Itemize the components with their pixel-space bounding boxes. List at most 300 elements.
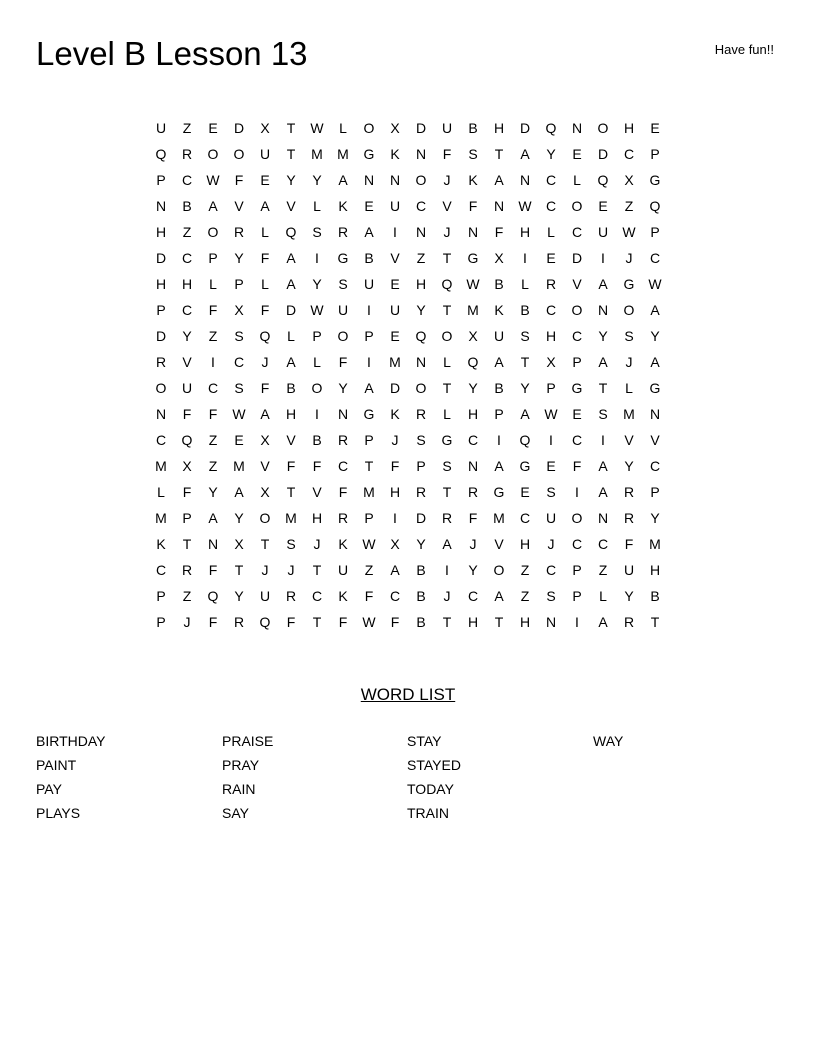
word-list-item: PAY (36, 781, 62, 797)
grid-letter: N (519, 172, 531, 188)
grid-letter: P (546, 380, 556, 396)
grid-letter: R (337, 224, 349, 240)
grid-letter: H (155, 276, 167, 292)
grid-letter: E (650, 120, 660, 136)
grid-letter: H (493, 120, 505, 136)
grid-letter: B (286, 380, 296, 396)
grid-letter: F (468, 198, 478, 214)
grid-letter: Y (286, 172, 296, 188)
grid-row (148, 141, 668, 167)
grid-letter: G (441, 432, 453, 448)
grid-letter: T (442, 250, 452, 266)
grid-letter: C (467, 432, 479, 448)
grid-letter: I (445, 562, 449, 578)
grid-letter: O (597, 120, 609, 136)
grid-letter: K (390, 146, 400, 162)
grid-row (148, 271, 668, 297)
grid-letter: E (598, 198, 608, 214)
grid-letter: L (521, 276, 529, 292)
grid-letter: Y (598, 328, 608, 344)
grid-letter: N (467, 458, 479, 474)
grid-letter: Z (364, 562, 374, 578)
grid-letter: I (575, 614, 579, 630)
grid-letter: X (494, 250, 504, 266)
grid-letter: N (493, 198, 505, 214)
grid-letter: H (181, 276, 193, 292)
grid-letter: K (338, 536, 348, 552)
grid-letter: I (211, 354, 215, 370)
grid-letter: S (416, 432, 426, 448)
grid-letter: O (415, 172, 427, 188)
letter-grid (148, 115, 668, 635)
grid-letter: R (155, 354, 167, 370)
grid-letter: L (599, 588, 607, 604)
grid-letter: P (416, 458, 426, 474)
grid-letter: F (312, 458, 322, 474)
grid-letter: R (623, 484, 635, 500)
grid-letter: U (337, 302, 349, 318)
grid-letter: O (363, 120, 375, 136)
grid-letter: P (234, 276, 244, 292)
grid-letter: X (234, 536, 244, 552)
grid-letter: M (467, 302, 479, 318)
grid-row (148, 115, 668, 141)
grid-letter: C (415, 198, 427, 214)
grid-row (148, 323, 668, 349)
grid-letter: X (234, 302, 244, 318)
grid-letter: B (650, 588, 660, 604)
grid-letter: G (363, 146, 375, 162)
grid-letter: P (208, 250, 218, 266)
word-list-item: PRAY (222, 757, 260, 773)
grid-letter: N (415, 146, 427, 162)
grid-letter: B (312, 432, 322, 448)
grid-letter: N (467, 224, 479, 240)
grid-letter: A (208, 510, 218, 526)
grid-letter: H (415, 276, 427, 292)
grid-letter: C (389, 588, 401, 604)
grid-letter: N (649, 406, 661, 422)
word-list-column (407, 729, 587, 825)
grid-letter: E (390, 328, 400, 344)
grid-letter: L (261, 276, 269, 292)
grid-letter: I (393, 224, 397, 240)
grid-letter: N (415, 224, 427, 240)
grid-letter: L (313, 198, 321, 214)
grid-letter: T (286, 120, 296, 136)
grid-letter: D (155, 250, 167, 266)
word-list-item: TRAIN (407, 805, 449, 821)
grid-letter: Z (182, 224, 192, 240)
grid-letter: Q (259, 328, 271, 344)
grid-letter: C (545, 198, 557, 214)
grid-letter: U (337, 562, 349, 578)
grid-letter: L (313, 354, 321, 370)
grid-letter: T (442, 380, 452, 396)
grid-letter: E (520, 484, 530, 500)
grid-letter: K (338, 588, 348, 604)
page-title: Level B Lesson 13 (36, 35, 308, 72)
grid-letter: H (311, 510, 323, 526)
grid-row (148, 583, 668, 609)
grid-letter: T (364, 458, 374, 474)
grid-letter: F (338, 484, 348, 500)
grid-letter: L (573, 172, 581, 188)
grid-letter: M (285, 510, 297, 526)
grid-letter: B (416, 588, 426, 604)
grid-letter: P (312, 328, 322, 344)
grid-letter: R (285, 588, 297, 604)
grid-letter: I (523, 250, 527, 266)
grid-letter: Y (208, 484, 218, 500)
grid-letter: W (310, 302, 324, 318)
grid-letter: A (364, 380, 374, 396)
grid-letter: L (157, 484, 165, 500)
grid-letter: G (649, 380, 661, 396)
grid-letter: J (391, 432, 399, 448)
grid-letter: B (494, 276, 504, 292)
grid-letter: L (339, 120, 347, 136)
grid-letter: U (493, 328, 505, 344)
grid-letter: O (571, 198, 583, 214)
grid-letter: S (520, 328, 530, 344)
grid-letter: Q (467, 354, 479, 370)
grid-letter: A (520, 406, 530, 422)
grid-letter: S (442, 458, 452, 474)
grid-letter: U (623, 562, 635, 578)
grid-letter: T (234, 562, 244, 578)
grid-letter: B (416, 562, 426, 578)
grid-letter: P (572, 562, 582, 578)
grid-row (148, 427, 668, 453)
grid-letter: V (182, 354, 192, 370)
grid-letter: R (623, 510, 635, 526)
grid-letter: V (390, 250, 400, 266)
grid-letter: R (441, 510, 453, 526)
grid-letter: V (234, 198, 244, 214)
grid-letter: O (233, 146, 245, 162)
grid-letter: L (261, 224, 269, 240)
grid-letter: A (286, 276, 296, 292)
grid-letter: W (206, 172, 220, 188)
grid-letter: M (233, 458, 245, 474)
grid-letter: C (571, 432, 583, 448)
grid-letter: W (544, 406, 558, 422)
grid-letter: J (287, 562, 295, 578)
grid-letter: X (260, 120, 270, 136)
grid-letter: E (234, 432, 244, 448)
grid-letter: S (598, 406, 608, 422)
grid-letter: F (572, 458, 582, 474)
grid-letter: R (415, 484, 427, 500)
grid-letter: Q (259, 614, 271, 630)
grid-row (148, 453, 668, 479)
grid-letter: Q (181, 432, 193, 448)
grid-letter: M (389, 354, 401, 370)
grid-letter: Y (338, 380, 348, 396)
grid-letter: F (260, 380, 270, 396)
grid-letter: X (390, 536, 400, 552)
grid-letter: J (625, 250, 633, 266)
grid-letter: P (364, 432, 374, 448)
grid-letter: C (545, 172, 557, 188)
grid-letter: I (497, 432, 501, 448)
grid-letter: N (155, 406, 167, 422)
grid-letter: J (443, 588, 451, 604)
grid-letter: L (443, 354, 451, 370)
grid-letter: M (155, 510, 167, 526)
grid-letter: E (546, 250, 556, 266)
grid-letter: R (181, 562, 193, 578)
grid-letter: D (155, 328, 167, 344)
grid-letter: D (415, 510, 427, 526)
grid-letter: C (181, 250, 193, 266)
grid-letter: G (337, 250, 349, 266)
grid-letter: Z (520, 562, 530, 578)
grid-letter: Y (520, 380, 530, 396)
grid-letter: O (311, 380, 323, 396)
grid-letter: N (597, 302, 609, 318)
grid-letter: T (442, 484, 452, 500)
grid-letter: E (546, 458, 556, 474)
grid-letter: R (233, 224, 245, 240)
grid-letter: F (338, 614, 348, 630)
grid-letter: U (259, 146, 271, 162)
grid-letter: A (208, 198, 218, 214)
grid-letter: T (286, 146, 296, 162)
grid-letter: N (207, 536, 219, 552)
grid-letter: F (494, 224, 504, 240)
grid-letter: Q (649, 198, 661, 214)
grid-letter: P (650, 224, 660, 240)
grid-row (148, 297, 668, 323)
grid-letter: Z (182, 588, 192, 604)
grid-letter: U (389, 302, 401, 318)
grid-letter: K (494, 302, 504, 318)
grid-letter: D (571, 250, 583, 266)
grid-letter: F (468, 510, 478, 526)
grid-letter: C (181, 172, 193, 188)
grid-letter: H (285, 406, 297, 422)
grid-letter: A (364, 224, 374, 240)
grid-letter: X (468, 328, 478, 344)
grid-letter: S (338, 276, 348, 292)
grid-letter: E (364, 198, 374, 214)
grid-letter: I (367, 354, 371, 370)
grid-letter: D (389, 380, 401, 396)
grid-letter: M (311, 146, 323, 162)
grid-letter: Q (207, 588, 219, 604)
grid-letter: U (181, 380, 193, 396)
grid-letter: I (549, 432, 553, 448)
grid-letter: R (337, 432, 349, 448)
grid-letter: H (545, 328, 557, 344)
grid-letter: F (208, 562, 218, 578)
grid-letter: J (313, 536, 321, 552)
grid-letter: F (208, 406, 218, 422)
grid-letter: T (650, 614, 660, 630)
grid-letter: Y (468, 380, 478, 396)
grid-row (148, 245, 668, 271)
grid-letter: P (650, 484, 660, 500)
grid-letter: Q (545, 120, 557, 136)
grid-letter: A (286, 250, 296, 266)
grid-letter: H (519, 614, 531, 630)
grid-letter: B (468, 120, 478, 136)
grid-letter: V (312, 484, 322, 500)
grid-letter: W (310, 120, 324, 136)
grid-letter: C (155, 432, 167, 448)
grid-letter: E (390, 276, 400, 292)
grid-letter: C (597, 536, 609, 552)
grid-letter: Y (624, 458, 634, 474)
grid-letter: O (415, 380, 427, 396)
grid-letter: A (598, 614, 608, 630)
grid-letter: H (155, 224, 167, 240)
grid-letter: F (182, 406, 192, 422)
grid-letter: F (624, 536, 634, 552)
grid-letter: S (234, 380, 244, 396)
grid-letter: A (494, 172, 504, 188)
grid-letter: C (649, 250, 661, 266)
grid-letter: Z (208, 328, 218, 344)
grid-letter: F (260, 302, 270, 318)
grid-letter: Y (234, 250, 244, 266)
grid-letter: Y (182, 328, 192, 344)
grid-letter: W (518, 198, 532, 214)
grid-letter: M (155, 458, 167, 474)
grid-letter: U (389, 198, 401, 214)
grid-letter: O (441, 328, 453, 344)
grid-letter: C (519, 510, 531, 526)
grid-letter: J (443, 172, 451, 188)
grid-letter: C (181, 302, 193, 318)
grid-letter: N (389, 172, 401, 188)
grid-letter: W (362, 536, 376, 552)
grid-letter: W (648, 276, 662, 292)
grid-letter: S (286, 536, 296, 552)
grid-letter: E (572, 406, 582, 422)
grid-letter: R (545, 276, 557, 292)
grid-letter: O (207, 224, 219, 240)
grid-letter: K (156, 536, 166, 552)
grid-letter: V (494, 536, 504, 552)
grid-letter: Q (597, 172, 609, 188)
word-list-item: PAINT (36, 757, 77, 773)
grid-letter: S (468, 146, 478, 162)
grid-letter: Z (416, 250, 426, 266)
grid-letter: P (364, 510, 374, 526)
grid-letter: A (260, 198, 270, 214)
grid-letter: O (259, 510, 271, 526)
grid-letter: A (286, 354, 296, 370)
word-list-heading: WORD LIST (360, 685, 456, 704)
grid-letter: C (311, 588, 323, 604)
grid-letter: D (415, 120, 427, 136)
grid-letter: T (312, 614, 322, 630)
grid-letter: I (315, 250, 319, 266)
grid-letter: O (571, 510, 583, 526)
grid-letter: O (337, 328, 349, 344)
grid-letter: Q (441, 276, 453, 292)
grid-letter: M (363, 484, 375, 500)
grid-letter: G (493, 484, 505, 500)
grid-letter: Y (312, 276, 322, 292)
grid-letter: A (598, 484, 608, 500)
word-list-item: SAY (222, 805, 249, 821)
grid-letter: V (650, 432, 660, 448)
grid-letter: R (181, 146, 193, 162)
grid-letter: D (597, 146, 609, 162)
grid-letter: T (286, 484, 296, 500)
grid-letter: C (155, 562, 167, 578)
grid-letter: G (363, 406, 375, 422)
grid-letter: S (546, 588, 556, 604)
grid-letter: Y (312, 172, 322, 188)
grid-letter: C (649, 458, 661, 474)
grid-letter: P (572, 354, 582, 370)
grid-letter: W (362, 614, 376, 630)
grid-letter: T (260, 536, 270, 552)
grid-letter: X (624, 172, 634, 188)
word-list-item: RAIN (222, 781, 256, 797)
grid-letter: T (494, 146, 504, 162)
grid-letter: F (208, 302, 218, 318)
grid-letter: A (390, 562, 400, 578)
grid-letter: C (545, 302, 557, 318)
grid-letter: A (494, 458, 504, 474)
grid-letter: F (364, 588, 374, 604)
grid-letter: Q (415, 328, 427, 344)
grid-letter: G (623, 276, 635, 292)
grid-letter: P (650, 146, 660, 162)
grid-letter: R (467, 484, 479, 500)
grid-letter: T (312, 562, 322, 578)
grid-letter: P (494, 406, 504, 422)
grid-letter: J (443, 224, 451, 240)
grid-letter: B (416, 614, 426, 630)
grid-letter: C (467, 588, 479, 604)
grid-letter: H (649, 562, 661, 578)
grid-letter: E (208, 120, 218, 136)
grid-letter: N (571, 120, 583, 136)
grid-letter: C (623, 146, 635, 162)
grid-letter: Y (416, 302, 426, 318)
grid-letter: I (601, 250, 605, 266)
grid-letter: Z (624, 198, 634, 214)
grid-letter: Y (468, 562, 478, 578)
grid-letter: Y (650, 510, 660, 526)
grid-letter: M (337, 146, 349, 162)
grid-letter: N (155, 198, 167, 214)
grid-letter: N (363, 172, 375, 188)
grid-letter: F (208, 614, 218, 630)
grid-letter: C (337, 458, 349, 474)
grid-letter: O (155, 380, 167, 396)
grid-letter: X (390, 120, 400, 136)
word-list-item: PLAYS (36, 805, 81, 821)
grid-letter: U (363, 276, 375, 292)
grid-letter: Z (208, 458, 218, 474)
grid-letter: L (547, 224, 555, 240)
grid-letter: K (468, 172, 478, 188)
grid-letter: K (338, 198, 348, 214)
grid-row (148, 505, 668, 531)
grid-letter: A (650, 354, 660, 370)
grid-letter: N (415, 354, 427, 370)
grid-row (148, 557, 668, 583)
grid-letter: R (233, 614, 245, 630)
